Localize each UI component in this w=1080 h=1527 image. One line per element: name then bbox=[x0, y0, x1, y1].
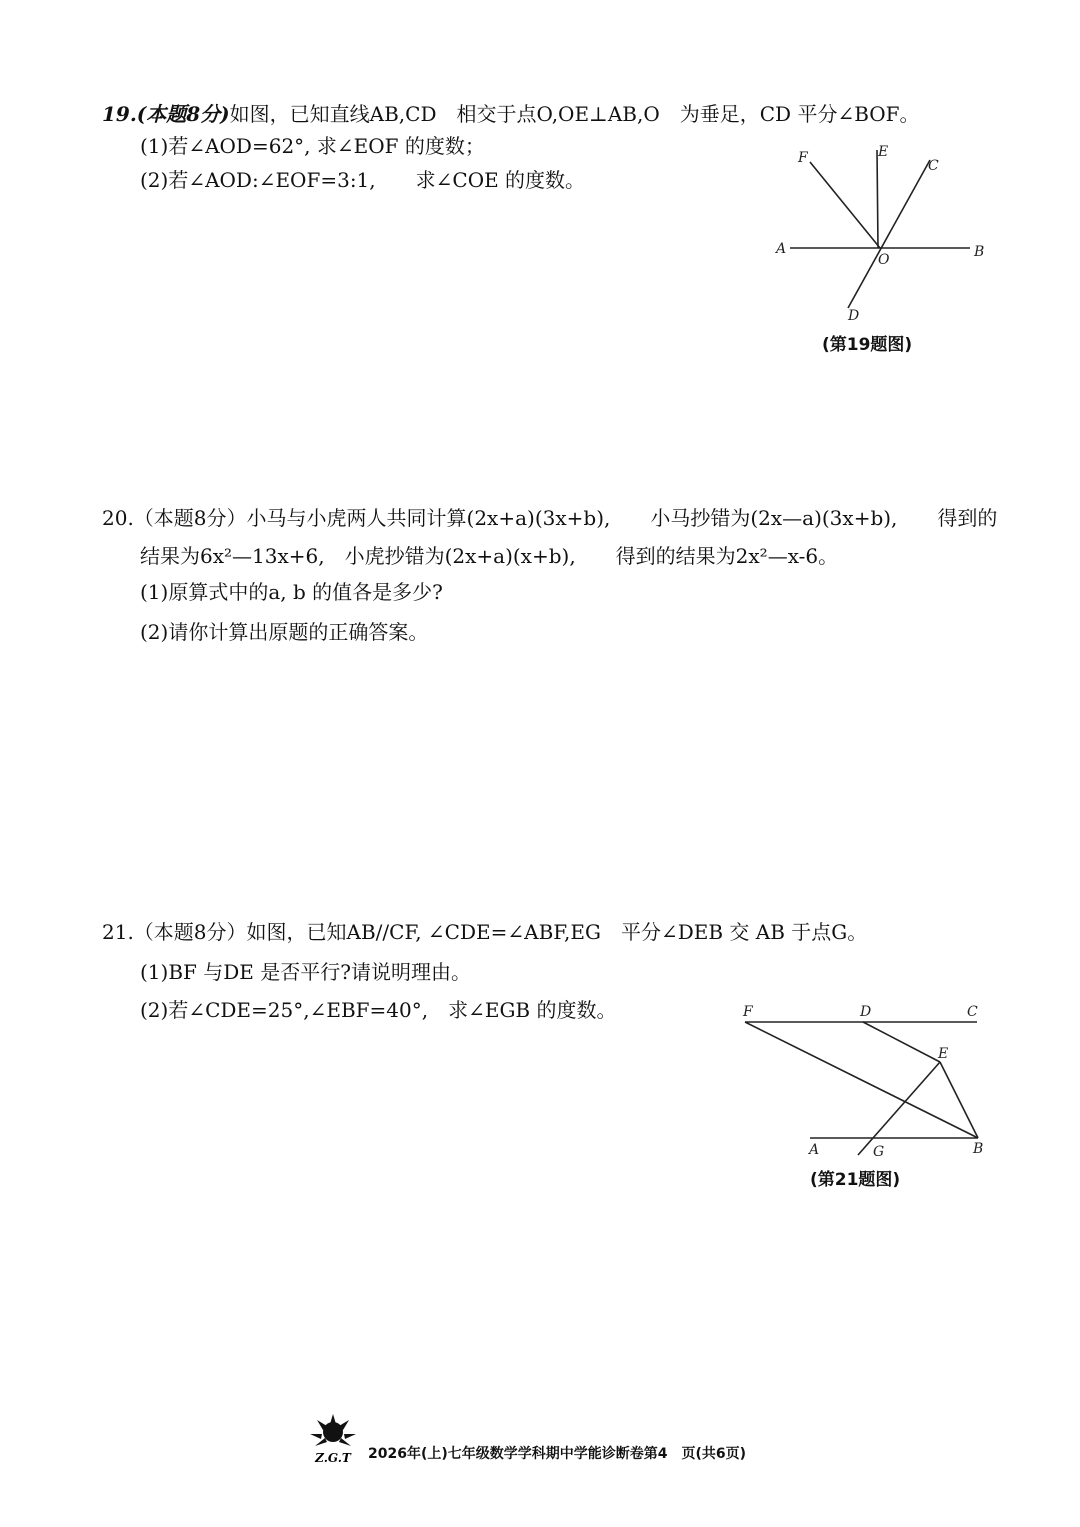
q19-ray-oe bbox=[877, 150, 878, 248]
q19-label-a: A bbox=[776, 241, 787, 257]
q21-label-f: F bbox=[743, 1004, 753, 1020]
q21-label-e: E bbox=[938, 1046, 949, 1062]
q21-figure-caption: (第21题图) bbox=[810, 1170, 901, 1190]
q21-figure bbox=[735, 1000, 995, 1160]
q19-label-d: D bbox=[848, 308, 860, 324]
q21-part1: (1)BF 与DE 是否平行?请说明理由。 bbox=[140, 960, 471, 984]
q21-stem-line: 21.（本题8分）如图，已知AB//CF, ∠CDE=∠ABF,EG 平分∠DEB 交 AB 于点G。 bbox=[102, 920, 868, 944]
q20-stem-line2: 结果为6x²—13x+6, 小虎抄错为(2x+a)(x+b), 得到的结果为2x²—x-6。 bbox=[140, 544, 839, 568]
footer-logo-text: Z.G.T bbox=[315, 1451, 351, 1465]
q20-part1: (1)原算式中的a, b 的值各是多少? bbox=[140, 580, 443, 604]
q19-stem-line bbox=[102, 102, 920, 126]
q19-label-c: C bbox=[928, 158, 939, 174]
q19-label-e: E bbox=[878, 144, 889, 160]
q19-stem: 如图，已知直线AB,CD 相交于点O,OE⊥AB,O 为垂足，CD 平分∠BOF。 bbox=[229, 102, 920, 126]
q21-segment-fb bbox=[745, 1022, 978, 1138]
q19-part2: (2)若∠AOD:∠EOF=3:1, 求∠COE 的度数。 bbox=[140, 168, 586, 192]
q20-part2: (2)请你计算出原题的正确答案。 bbox=[140, 620, 429, 644]
q19-label-o: O bbox=[878, 252, 890, 268]
q19-part1: (1)若∠AOD=62°, 求∠EOF 的度数； bbox=[140, 134, 485, 158]
q21-label-b: B bbox=[973, 1141, 984, 1157]
footer-text: 2026年(上)七年级数学学科期中学能诊断卷第4 页(共6页) bbox=[368, 1446, 747, 1462]
q21-segment-eg bbox=[858, 1062, 940, 1155]
q19-label-f: F bbox=[798, 150, 808, 166]
q19-figure bbox=[770, 140, 1010, 324]
q21-segment-de bbox=[863, 1022, 940, 1062]
q19-line-cd bbox=[848, 160, 930, 308]
q19-label-b: B bbox=[974, 244, 985, 260]
q19-points: (本题8分) bbox=[136, 102, 230, 126]
q21-segment-eb bbox=[940, 1062, 978, 1138]
q19-ray-of bbox=[810, 162, 880, 248]
q20-stem-line1: 20.（本题8分）小马与小虎两人共同计算(2x+a)(3x+b), 小马抄错为(2x—a)(3x+b), 得到的 bbox=[102, 506, 998, 530]
q21-label-d: D bbox=[860, 1004, 872, 1020]
q21-label-g: G bbox=[873, 1144, 885, 1160]
q21-label-a: A bbox=[809, 1142, 820, 1158]
q21-part2: (2)若∠CDE=25°,∠EBF=40°, 求∠EGB 的度数。 bbox=[140, 998, 617, 1022]
q19-number: 19. bbox=[102, 102, 137, 126]
q21-label-c: C bbox=[967, 1004, 978, 1020]
footer-logo bbox=[305, 1410, 361, 1466]
q19-figure-caption: (第19题图) bbox=[822, 335, 913, 355]
